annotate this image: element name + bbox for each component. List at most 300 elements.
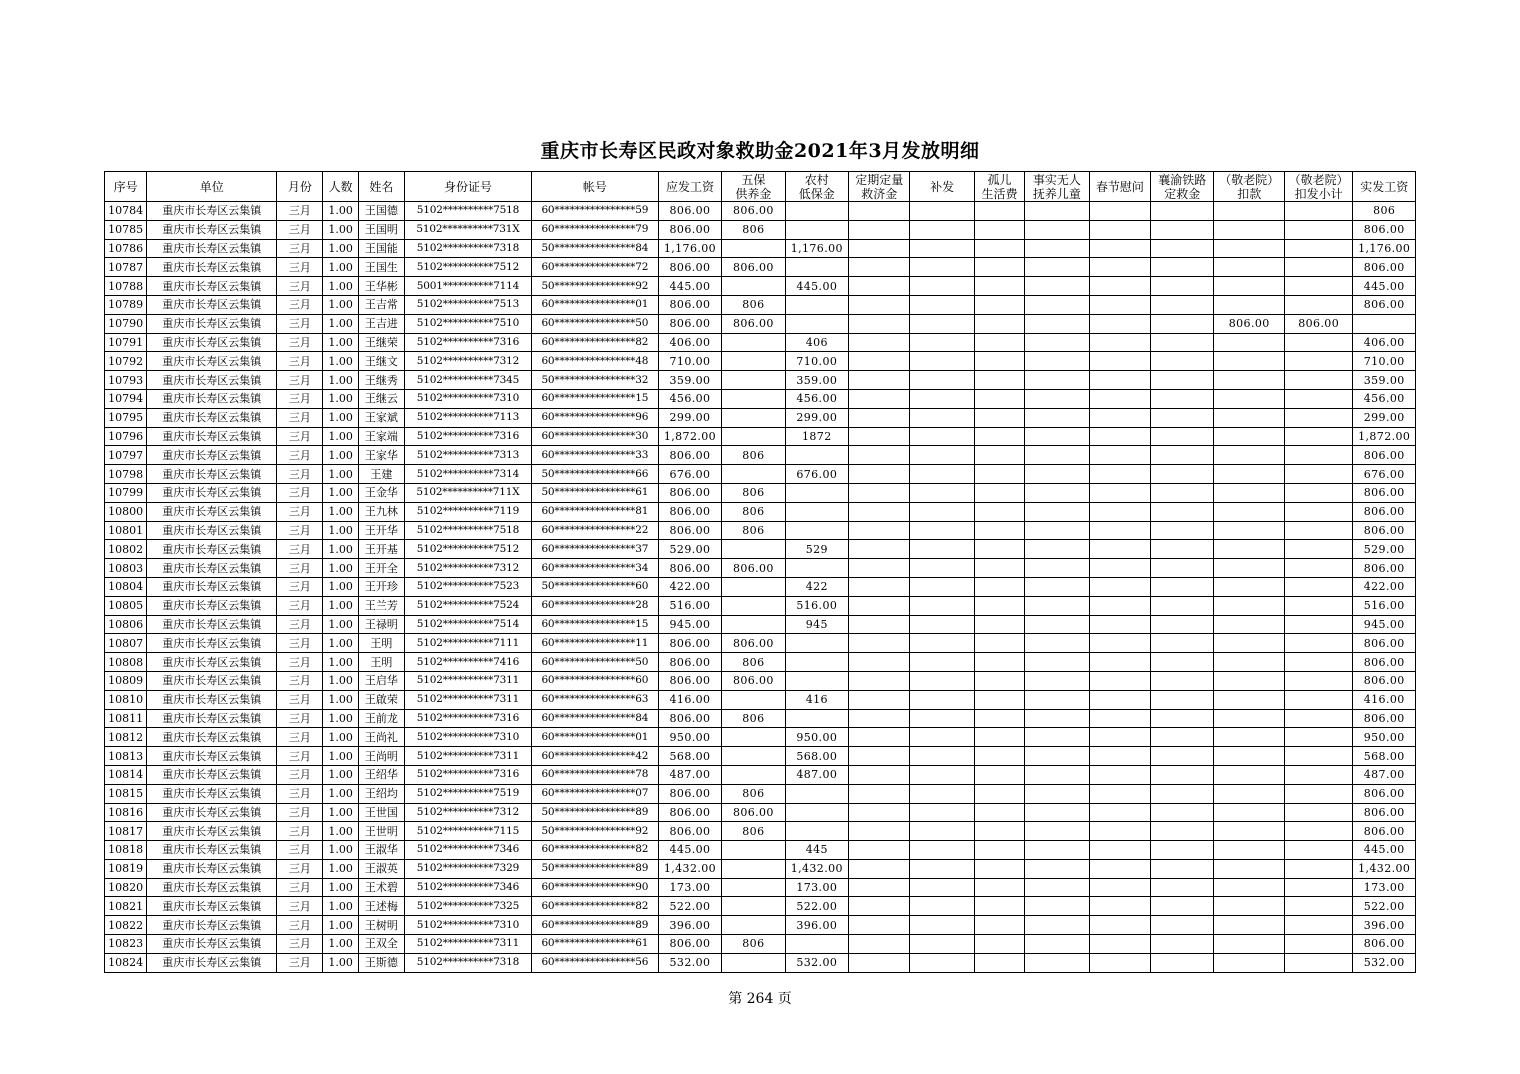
table-row xyxy=(105,765,1416,784)
table-cell: 王国德 xyxy=(358,202,404,221)
table-cell: 806.00 xyxy=(658,502,721,521)
table-cell xyxy=(849,935,910,954)
table-cell xyxy=(1151,220,1214,239)
table-cell xyxy=(974,577,1024,596)
table-cell: 806.00 xyxy=(722,671,785,690)
table-cell: 806 xyxy=(722,502,785,521)
table-cell xyxy=(1214,540,1284,559)
table-cell xyxy=(1214,352,1284,371)
table-cell xyxy=(974,427,1024,446)
table-cell xyxy=(910,371,974,390)
table-cell: 806.00 xyxy=(1353,671,1416,690)
table-cell: 王禄明 xyxy=(358,615,404,634)
table-cell xyxy=(1025,747,1089,766)
table-cell: 60****************28 xyxy=(531,596,658,615)
table-cell: 5102**********7518 xyxy=(405,202,532,221)
table-cell: 456.00 xyxy=(1353,389,1416,408)
table-cell xyxy=(974,897,1024,916)
table-cell: 三月 xyxy=(277,953,323,972)
table-cell: 710.00 xyxy=(1353,352,1416,371)
table-cell: 10809 xyxy=(105,671,147,690)
table-cell: 60****************11 xyxy=(531,634,658,653)
table-cell: 重庆市长寿区云集镇 xyxy=(147,671,277,690)
table-cell: 806.00 xyxy=(1353,653,1416,672)
table-cell: 529 xyxy=(785,540,848,559)
table-row xyxy=(105,502,1416,521)
table-cell: 5102**********7314 xyxy=(405,465,532,484)
table-cell: 10792 xyxy=(105,352,147,371)
table-cell: 5102**********7510 xyxy=(405,314,532,333)
table-cell xyxy=(1151,653,1214,672)
table-cell xyxy=(1151,897,1214,916)
column-header: 单位 xyxy=(147,172,277,202)
table-cell xyxy=(1025,352,1089,371)
table-cell: 1,872.00 xyxy=(1353,427,1416,446)
table-cell xyxy=(1025,295,1089,314)
table-cell: 王啟荣 xyxy=(358,690,404,709)
table-cell xyxy=(1214,408,1284,427)
table-cell: 重庆市长寿区云集镇 xyxy=(147,803,277,822)
table-cell: 5102**********7311 xyxy=(405,690,532,709)
table-cell xyxy=(1284,559,1352,578)
table-cell xyxy=(785,314,848,333)
table-cell: 三月 xyxy=(277,728,323,747)
table-cell xyxy=(974,634,1024,653)
table-cell: 10814 xyxy=(105,765,147,784)
table-cell: 10817 xyxy=(105,822,147,841)
table-cell: 重庆市长寿区云集镇 xyxy=(147,859,277,878)
table-cell xyxy=(785,483,848,502)
table-cell: 1.00 xyxy=(323,822,358,841)
table-cell: 三月 xyxy=(277,352,323,371)
table-cell xyxy=(849,427,910,446)
table-cell: 806.00 xyxy=(1353,935,1416,954)
table-cell: 806.00 xyxy=(722,258,785,277)
table-cell: 60****************15 xyxy=(531,615,658,634)
table-cell xyxy=(849,709,910,728)
table-cell: 806.00 xyxy=(722,202,785,221)
table-cell xyxy=(849,446,910,465)
table-cell xyxy=(1025,822,1089,841)
table-cell xyxy=(785,559,848,578)
table-cell: 50****************92 xyxy=(531,277,658,296)
table-cell: 60****************63 xyxy=(531,690,658,709)
table-cell: 50****************84 xyxy=(531,239,658,258)
table-cell: 重庆市长寿区云集镇 xyxy=(147,427,277,446)
table-cell: 10819 xyxy=(105,859,147,878)
table-cell: 10801 xyxy=(105,521,147,540)
table-cell xyxy=(1284,389,1352,408)
table-cell: 406.00 xyxy=(1353,333,1416,352)
table-cell xyxy=(849,615,910,634)
table-cell: 60****************78 xyxy=(531,765,658,784)
table-cell xyxy=(1089,784,1150,803)
table-cell xyxy=(974,878,1024,897)
table-cell: 806.00 xyxy=(1353,446,1416,465)
table-row xyxy=(105,352,1416,371)
table-cell: 1.00 xyxy=(323,352,358,371)
table-cell: 359.00 xyxy=(658,371,721,390)
table-cell xyxy=(849,371,910,390)
table-cell: 1.00 xyxy=(323,596,358,615)
table-cell xyxy=(1025,709,1089,728)
table-cell xyxy=(1151,352,1214,371)
table-cell: 1.00 xyxy=(323,408,358,427)
table-cell: 10799 xyxy=(105,483,147,502)
table-cell xyxy=(910,841,974,860)
table-cell: 重庆市长寿区云集镇 xyxy=(147,690,277,709)
table-cell xyxy=(1284,465,1352,484)
table-cell: 806.00 xyxy=(658,220,721,239)
table-cell: 60****************79 xyxy=(531,220,658,239)
table-cell: 1,872.00 xyxy=(658,427,721,446)
table-cell: 10793 xyxy=(105,371,147,390)
table-row xyxy=(105,709,1416,728)
table-cell xyxy=(910,389,974,408)
table-cell xyxy=(849,784,910,803)
table-cell: 806.00 xyxy=(658,314,721,333)
table-cell: 50****************32 xyxy=(531,371,658,390)
table-cell: 806.00 xyxy=(658,784,721,803)
table-cell: 王金华 xyxy=(358,483,404,502)
table-cell: 王继云 xyxy=(358,389,404,408)
table-cell xyxy=(849,521,910,540)
table-cell xyxy=(910,878,974,897)
table-cell xyxy=(974,953,1024,972)
table-cell: 10794 xyxy=(105,389,147,408)
table-cell xyxy=(1025,371,1089,390)
table-cell: 299.00 xyxy=(658,408,721,427)
table-cell xyxy=(1151,295,1214,314)
table-cell: 1.00 xyxy=(323,483,358,502)
table-cell xyxy=(849,953,910,972)
table-cell xyxy=(1151,389,1214,408)
table-cell xyxy=(1025,653,1089,672)
table-cell: 重庆市长寿区云集镇 xyxy=(147,784,277,803)
table-cell xyxy=(974,446,1024,465)
table-cell xyxy=(1284,352,1352,371)
table-cell: 王启华 xyxy=(358,671,404,690)
table-cell xyxy=(1214,389,1284,408)
table-cell: 50****************60 xyxy=(531,577,658,596)
table-cell: 568.00 xyxy=(1353,747,1416,766)
table-cell: 522.00 xyxy=(785,897,848,916)
table-cell xyxy=(722,596,785,615)
table-cell: 重庆市长寿区云集镇 xyxy=(147,446,277,465)
table-cell xyxy=(974,596,1024,615)
table-cell: 王明 xyxy=(358,653,404,672)
table-cell xyxy=(849,859,910,878)
table-cell: 1.00 xyxy=(323,916,358,935)
table-cell xyxy=(1025,333,1089,352)
table-cell xyxy=(910,859,974,878)
table-cell xyxy=(722,408,785,427)
table-cell xyxy=(1025,220,1089,239)
table-cell xyxy=(1089,897,1150,916)
table-cell: 806.00 xyxy=(658,521,721,540)
table-cell xyxy=(1214,841,1284,860)
table-cell xyxy=(785,671,848,690)
table-cell xyxy=(910,483,974,502)
table-cell: 60****************89 xyxy=(531,916,658,935)
table-cell: 5102**********7312 xyxy=(405,559,532,578)
table-cell xyxy=(974,765,1024,784)
table-row xyxy=(105,897,1416,916)
table-cell xyxy=(1151,596,1214,615)
table-cell xyxy=(1089,841,1150,860)
table-cell xyxy=(910,333,974,352)
table-cell xyxy=(1025,389,1089,408)
table-cell: 60****************56 xyxy=(531,953,658,972)
table-cell xyxy=(1214,371,1284,390)
table-body xyxy=(105,202,1416,973)
table-cell: 532.00 xyxy=(658,953,721,972)
table-cell: 5001**********7114 xyxy=(405,277,532,296)
table-cell: 5102**********7311 xyxy=(405,671,532,690)
table-cell: 10818 xyxy=(105,841,147,860)
table-cell xyxy=(910,239,974,258)
table-cell: 重庆市长寿区云集镇 xyxy=(147,634,277,653)
table-cell: 568.00 xyxy=(658,747,721,766)
table-cell xyxy=(1284,258,1352,277)
column-header: 序号 xyxy=(105,172,147,202)
table-cell xyxy=(974,371,1024,390)
table-cell: 王树明 xyxy=(358,916,404,935)
table-row xyxy=(105,615,1416,634)
table-cell xyxy=(722,690,785,709)
table-cell xyxy=(1214,728,1284,747)
table-cell xyxy=(722,577,785,596)
table-cell: 532.00 xyxy=(785,953,848,972)
table-cell: 522.00 xyxy=(658,897,721,916)
table-row xyxy=(105,859,1416,878)
table-cell xyxy=(1151,446,1214,465)
column-header: 补发 xyxy=(910,172,974,202)
column-header: 人数 xyxy=(323,172,358,202)
table-cell: 806.00 xyxy=(1353,709,1416,728)
table-cell: 806.00 xyxy=(1353,295,1416,314)
table-cell: 三月 xyxy=(277,371,323,390)
table-cell: 529.00 xyxy=(658,540,721,559)
table-cell: 806 xyxy=(722,483,785,502)
table-cell xyxy=(1214,239,1284,258)
table-cell xyxy=(974,690,1024,709)
table-cell xyxy=(910,822,974,841)
table-cell xyxy=(1284,371,1352,390)
table-cell xyxy=(1284,408,1352,427)
table-cell: 10784 xyxy=(105,202,147,221)
table-cell: 重庆市长寿区云集镇 xyxy=(147,202,277,221)
table-cell xyxy=(849,878,910,897)
table-cell xyxy=(1151,239,1214,258)
table-cell xyxy=(1151,634,1214,653)
table-cell xyxy=(1089,653,1150,672)
table-cell xyxy=(910,446,974,465)
table-cell: 5102**********7119 xyxy=(405,502,532,521)
table-cell xyxy=(849,916,910,935)
table-cell: 10790 xyxy=(105,314,147,333)
table-cell: 5102**********7514 xyxy=(405,615,532,634)
table-cell xyxy=(785,935,848,954)
table-cell: 60****************01 xyxy=(531,728,658,747)
table-cell xyxy=(1284,935,1352,954)
table-cell xyxy=(722,352,785,371)
table-cell: 1.00 xyxy=(323,634,358,653)
table-cell: 50****************61 xyxy=(531,483,658,502)
table-cell: 10816 xyxy=(105,803,147,822)
table-cell xyxy=(1284,784,1352,803)
table-cell xyxy=(1025,803,1089,822)
table-cell: 1.00 xyxy=(323,897,358,916)
table-cell: 806.00 xyxy=(1353,502,1416,521)
table-cell xyxy=(1284,540,1352,559)
table-cell xyxy=(785,803,848,822)
table-cell xyxy=(1025,483,1089,502)
table-cell xyxy=(910,709,974,728)
table-cell xyxy=(722,277,785,296)
table-cell: 1,432.00 xyxy=(658,859,721,878)
table-cell xyxy=(910,803,974,822)
table-cell: 三月 xyxy=(277,220,323,239)
table-cell: 三月 xyxy=(277,559,323,578)
table-cell xyxy=(849,653,910,672)
table-cell: 806.00 xyxy=(658,653,721,672)
table-cell: 重庆市长寿区云集镇 xyxy=(147,709,277,728)
table-cell xyxy=(1284,615,1352,634)
table-cell xyxy=(1214,483,1284,502)
table-cell: 三月 xyxy=(277,878,323,897)
table-row xyxy=(105,314,1416,333)
table-cell: 10785 xyxy=(105,220,147,239)
table-cell xyxy=(1089,615,1150,634)
table-cell: 406 xyxy=(785,333,848,352)
table-cell: 710.00 xyxy=(785,352,848,371)
table-row xyxy=(105,671,1416,690)
table-cell xyxy=(1214,859,1284,878)
table-cell xyxy=(1025,577,1089,596)
table-cell xyxy=(910,277,974,296)
table-cell xyxy=(1025,277,1089,296)
table-cell: 445.00 xyxy=(1353,277,1416,296)
table-cell: 806.00 xyxy=(1214,314,1284,333)
table-cell xyxy=(849,728,910,747)
table-cell xyxy=(1025,314,1089,333)
table-cell: 王双全 xyxy=(358,935,404,954)
table-cell: 522.00 xyxy=(1353,897,1416,916)
table-cell xyxy=(722,615,785,634)
table-cell: 422.00 xyxy=(1353,577,1416,596)
table-cell: 三月 xyxy=(277,916,323,935)
table-cell: 王继荣 xyxy=(358,333,404,352)
table-cell: 10821 xyxy=(105,897,147,916)
table-cell: 806.00 xyxy=(1353,822,1416,841)
table-cell: 王尚明 xyxy=(358,747,404,766)
table-cell xyxy=(1089,916,1150,935)
table-cell xyxy=(849,747,910,766)
table-cell: 三月 xyxy=(277,521,323,540)
table-cell: 1.00 xyxy=(323,502,358,521)
page-title: 重庆市长寿区民政对象救助金2021年3月发放明细 xyxy=(540,140,980,162)
table-cell xyxy=(974,935,1024,954)
table-cell: 1.00 xyxy=(323,521,358,540)
table-cell xyxy=(1284,859,1352,878)
table-cell: 王吉常 xyxy=(358,295,404,314)
table-cell: 173.00 xyxy=(785,878,848,897)
table-cell xyxy=(1284,822,1352,841)
table-cell: 10804 xyxy=(105,577,147,596)
table-cell xyxy=(1089,446,1150,465)
table-cell: 50****************92 xyxy=(531,822,658,841)
table-cell xyxy=(974,483,1024,502)
table-cell xyxy=(1214,220,1284,239)
table-cell xyxy=(1214,765,1284,784)
table-cell: 5102**********7316 xyxy=(405,709,532,728)
table-cell xyxy=(1151,258,1214,277)
table-cell: 三月 xyxy=(277,935,323,954)
table-cell: 5102**********711X xyxy=(405,483,532,502)
table-cell: 1.00 xyxy=(323,690,358,709)
table-cell xyxy=(722,765,785,784)
table-cell xyxy=(722,389,785,408)
table-cell xyxy=(1214,277,1284,296)
table-cell xyxy=(785,784,848,803)
table-cell xyxy=(974,653,1024,672)
table-cell xyxy=(974,559,1024,578)
table-cell xyxy=(910,784,974,803)
table-cell xyxy=(1151,878,1214,897)
table-cell: 1.00 xyxy=(323,333,358,352)
table-cell xyxy=(722,953,785,972)
table-cell: 5102**********7310 xyxy=(405,389,532,408)
table-cell: 王前龙 xyxy=(358,709,404,728)
table-cell: 1.00 xyxy=(323,577,358,596)
table-cell: 60****************15 xyxy=(531,389,658,408)
table-cell: 王建 xyxy=(358,465,404,484)
table-cell xyxy=(849,690,910,709)
table-cell: 5102**********7312 xyxy=(405,352,532,371)
table-row xyxy=(105,465,1416,484)
column-header: 事实无人 抚养儿童 xyxy=(1025,172,1089,202)
table-cell: 10820 xyxy=(105,878,147,897)
table-cell xyxy=(1025,897,1089,916)
table-cell xyxy=(1151,841,1214,860)
table-cell xyxy=(1025,521,1089,540)
table-cell xyxy=(722,878,785,897)
table-cell xyxy=(1151,559,1214,578)
table-cell: 60****************33 xyxy=(531,446,658,465)
table-cell: 945.00 xyxy=(658,615,721,634)
table-cell xyxy=(1284,220,1352,239)
table-cell xyxy=(785,709,848,728)
table-cell: 456.00 xyxy=(658,389,721,408)
table-cell: 806.00 xyxy=(658,935,721,954)
table-cell xyxy=(1025,765,1089,784)
table-cell xyxy=(849,202,910,221)
table-cell xyxy=(910,577,974,596)
table-row xyxy=(105,521,1416,540)
table-cell: 5102**********7346 xyxy=(405,841,532,860)
table-cell: 299.00 xyxy=(785,408,848,427)
table-cell xyxy=(785,202,848,221)
table-cell xyxy=(1089,295,1150,314)
table-cell xyxy=(849,314,910,333)
table-cell: 10803 xyxy=(105,559,147,578)
table-cell xyxy=(1089,258,1150,277)
table-cell xyxy=(1025,916,1089,935)
table-cell: 重庆市长寿区云集镇 xyxy=(147,352,277,371)
table-cell: 5102**********731X xyxy=(405,220,532,239)
table-cell xyxy=(1089,690,1150,709)
